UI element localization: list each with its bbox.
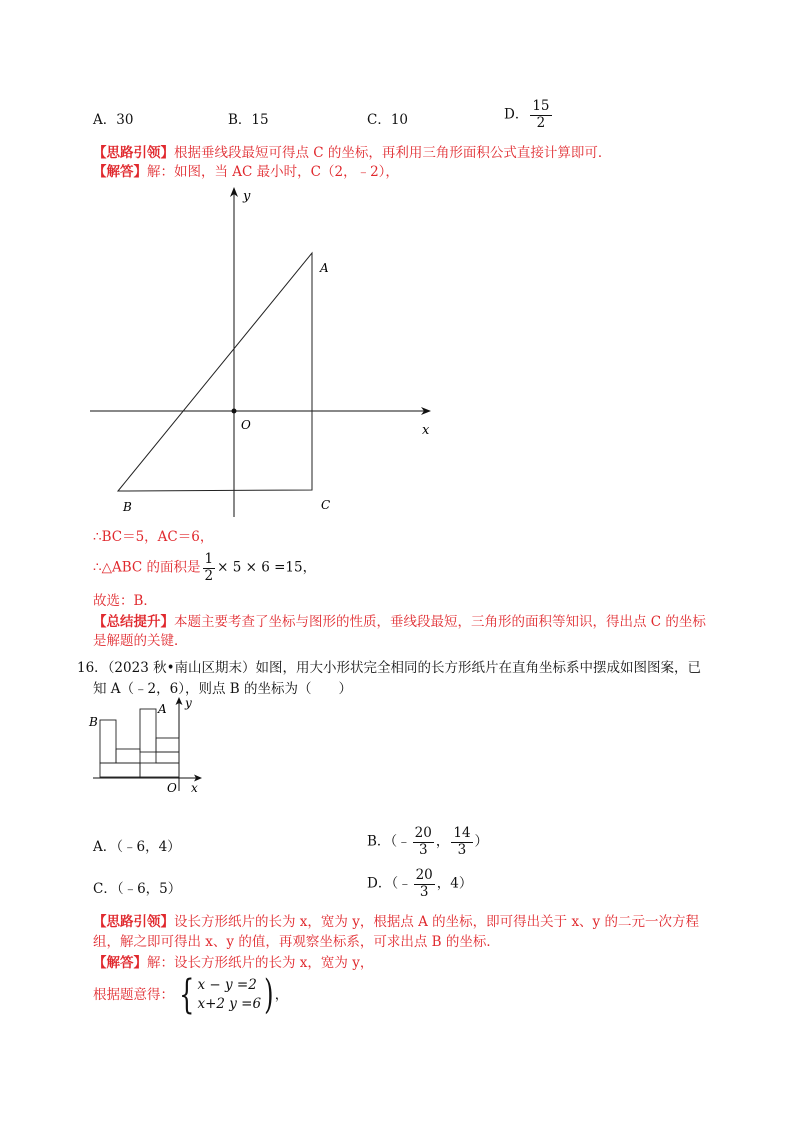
setup-suffix: ， [274,987,289,1003]
origin-label: O [241,418,251,432]
step-2-suffix: × 5 × 6 =15， [217,559,317,576]
frac-numerator: 1 [204,551,214,567]
step-2-prefix: ∴△ABC 的面积是 [93,559,201,576]
option-d-label: D． [504,106,529,123]
q16-stem-line1: 16．（2023 秋•南山区期末）如图，用大小形状完全相同的长方形纸片在直角坐标系中摆成如图图案，已 [77,660,702,676]
q16-hint-line1 [93,912,699,932]
option-a: A．30 [93,112,134,128]
answer-tag: 【解答】 [93,164,147,180]
option-b: B．15 [228,112,269,128]
q16-answer [93,953,373,973]
origin-label: O [167,781,177,795]
q16-stem-line2: 知 A（﹣2，6），则点 B 的坐标为（ ） [93,681,352,697]
x-label: x [191,781,198,795]
paper-rectangles [100,709,179,777]
point-a-label: A [158,702,167,716]
answer-text: 解：设长方形纸片的长为 x，宽为 y， [147,955,374,971]
origin-point [232,409,237,414]
equation-2: x+2 y =6 [197,996,262,1012]
equation-1: x − y =2 [197,977,257,993]
option-b-separator: ， [435,833,450,850]
summary-tag: 【总结提升】 [93,614,174,630]
option-b-fraction-1 [413,827,434,857]
frac-numerator: 20 [414,825,432,841]
q16-option-b [367,827,488,857]
option-d-label: D．（﹣ [367,875,412,892]
frac-numerator: 20 [415,867,433,883]
hint-text: 设长方形纸片的长为 x，宽为 y，根据点 A 的坐标，即可得出关于 x、y 的二元一次方程 [174,914,699,930]
frac-denominator: 3 [457,841,467,858]
step-2 [93,553,316,583]
hint-tag: 【思路引领】 [93,145,174,161]
y-label: y [243,189,251,204]
option-d-fraction [530,100,551,130]
answer-tag: 【解答】 [93,955,147,971]
brace-icon: { [179,972,195,1018]
coordinate-graph [85,180,445,525]
q16-option-a: A．（﹣6，4） [93,839,181,855]
answer-text: 解：如图，当 AC 最小时，C（2，﹣2）， [147,164,399,180]
option-b-label: B．（﹣ [367,833,411,850]
frac-numerator: 15 [532,98,550,114]
step-2-fraction [203,553,216,583]
point-b-label: B [89,715,98,729]
q16-option-d [367,869,472,899]
q15-hint [93,143,611,163]
option-d-suffix: ，4） [436,875,473,892]
option-d [504,100,554,130]
choose-answer: 故选：B． [93,593,157,609]
x-label: x [422,423,430,438]
equation-system [93,972,289,1018]
option-b-end: ） [474,833,489,850]
frac-denominator: 2 [204,567,214,584]
frac-denominator: 3 [418,841,428,858]
point-c-label: C [321,498,331,512]
triangle-abc [118,253,312,491]
step-1: ∴BC＝5，AC＝6， [93,529,214,545]
equation-lines [197,976,261,1014]
brace-close-icon: ) [264,972,274,1018]
point-a-label: A [320,261,329,275]
option-c: C．10 [367,112,409,128]
hint-tag: 【思路引领】 [93,914,174,930]
setup-prefix: 根据题意得： [93,987,174,1003]
q16-option-c: C．（﹣6，5） [93,881,182,897]
option-d-fraction [414,869,435,899]
frac-numerator: 14 [453,825,471,841]
q16-equation-setup [93,972,289,1018]
rectangle-figure [87,693,207,795]
hint-text: 根据垂线段最短可得点 C 的坐标，再利用三角形面积公式直接计算即可． [174,145,612,161]
q16-hint-line2: 组，解之即可得出 x、y 的值，再观察坐标系，可求出点 B 的坐标． [93,934,500,950]
q15-answer [93,162,399,182]
frac-denominator: 2 [536,114,546,131]
q15-summary-line1 [93,612,706,632]
y-label: y [185,696,192,710]
summary-text: 本题主要考查了坐标与图形的性质，垂线段最短，三角形的面积等知识，得出点 C 的坐标 [174,614,706,630]
q15-summary-line2: 是解题的关键． [93,633,188,649]
option-b-fraction-2 [451,827,472,857]
frac-denominator: 3 [419,883,429,900]
point-b-label: B [123,500,132,514]
